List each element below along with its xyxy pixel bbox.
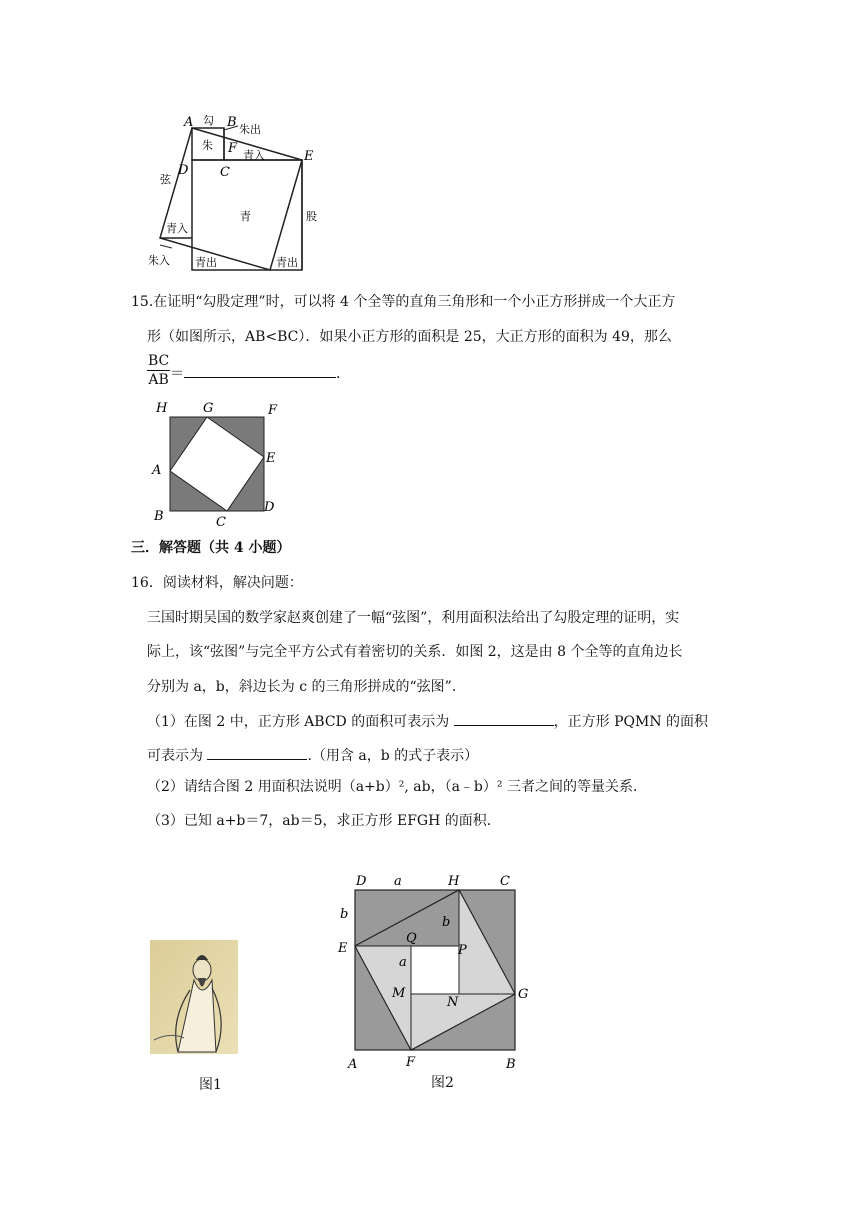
q15-answer-line: ＝ ． <box>170 362 350 384</box>
label-G: G <box>518 987 529 1002</box>
label-xian: 弦 <box>160 173 171 186</box>
label-D: D <box>356 874 367 889</box>
q16-intro: 16．阅读材料，解决问题： <box>131 575 303 591</box>
label-H: H <box>156 401 168 416</box>
q16-sub1-line2: 可表示为 .（用含 a，b 的式子表示） <box>147 744 478 766</box>
fraction-denominator: AB <box>148 372 169 388</box>
label-gou: 勾 <box>203 114 214 127</box>
q16-sub3: （3）已知 a+b＝7，ab＝5，求正方形 EFGH 的面积． <box>147 813 501 829</box>
label-H: H <box>448 874 460 889</box>
q16-blank-pqmn[interactable] <box>207 744 307 760</box>
label-E: E <box>266 451 276 466</box>
label-qingru-top: 青入 <box>243 149 265 162</box>
label-qingchu-bottom: 青出 <box>195 256 217 269</box>
q16-sub2: （2）请结合图 2 用面积法说明（a+b）², ab，（a﹣b）² 三者之间的等量关系． <box>147 779 647 795</box>
label-E: E <box>304 149 314 164</box>
label-F: F <box>406 1055 416 1070</box>
label-P: P <box>458 943 467 958</box>
label-b-inner: b <box>442 915 451 930</box>
q15-square-figure <box>150 400 280 528</box>
label-A: A <box>348 1057 358 1072</box>
q16-number: 16． <box>131 575 163 591</box>
label-B: B <box>506 1057 516 1072</box>
xian-tu-figure <box>330 870 540 1074</box>
zhao-shuang-portrait-image <box>150 940 238 1054</box>
label-qing: 青 <box>240 210 251 223</box>
label-M: M <box>392 986 406 1001</box>
label-D: D <box>178 163 189 178</box>
label-gu: 股 <box>306 210 317 223</box>
label-F: F <box>228 141 238 156</box>
label-E: E <box>338 941 348 956</box>
section-heading: 三．解答题（共 4 小题） <box>131 540 291 556</box>
label-D: D <box>264 500 275 515</box>
label-C: C <box>500 874 510 889</box>
label-b-left: b <box>340 907 349 922</box>
q16-blank-abcd[interactable] <box>454 710 554 726</box>
label-a-inner: a <box>399 955 407 970</box>
label-F: F <box>268 403 278 418</box>
label-B: B <box>227 115 237 130</box>
label-N: N <box>447 995 459 1010</box>
label-A: A <box>152 463 162 478</box>
label-C: C <box>220 165 230 180</box>
q16-sub1-line1: （1）在图 2 中，正方形 ABCD 的面积可表示为 ，正方形 PQMN 的面积 <box>147 710 708 732</box>
q16-paragraph-line1: 三国时期吴国的数学家赵爽创建了一幅“弦图”，利用面积法给出了勾股定理的证明，实 <box>147 610 680 626</box>
label-qingchu-right: 青出 <box>276 256 298 269</box>
label-zhuru: 朱入 <box>148 254 170 267</box>
label-B: B <box>154 509 164 524</box>
figure1-caption: 图1 <box>199 1077 222 1093</box>
label-A: A <box>184 115 194 130</box>
q16-paragraph-line3: 分别为 a，b，斜边长为 c 的三角形拼成的“弦图”． <box>147 679 466 695</box>
label-qingru-left: 青入 <box>166 222 188 235</box>
label-zhuchu: 朱出 <box>239 123 261 136</box>
label-G: G <box>203 401 214 416</box>
q15-fraction <box>147 352 170 389</box>
fraction-numerator: BC <box>148 353 170 369</box>
q15-answer-blank[interactable] <box>184 362 336 378</box>
label-Q: Q <box>406 931 417 946</box>
q15-number: 15. <box>131 294 154 310</box>
pythagoras-zhuqing-figure <box>140 108 320 274</box>
q15-line2: 形（如图所示，AB<BC）．如果小正方形的面积是 25，大正方形的面积为 49，那么 <box>147 329 672 345</box>
figure2-caption: 图2 <box>431 1075 454 1091</box>
q16-paragraph-line2: 际上，该“弦图”与完全平方公式有着密切的关系．如图 2，这是由 8 个全等的直角边长 <box>147 644 683 660</box>
label-zhu: 朱 <box>202 139 213 152</box>
q15-line1: 15.在证明“勾股定理”时，可以将 4 个全等的直角三角形和一个小正方形拼成一个大正方 <box>131 294 676 310</box>
label-C: C <box>216 515 226 528</box>
label-a-top: a <box>394 874 402 889</box>
